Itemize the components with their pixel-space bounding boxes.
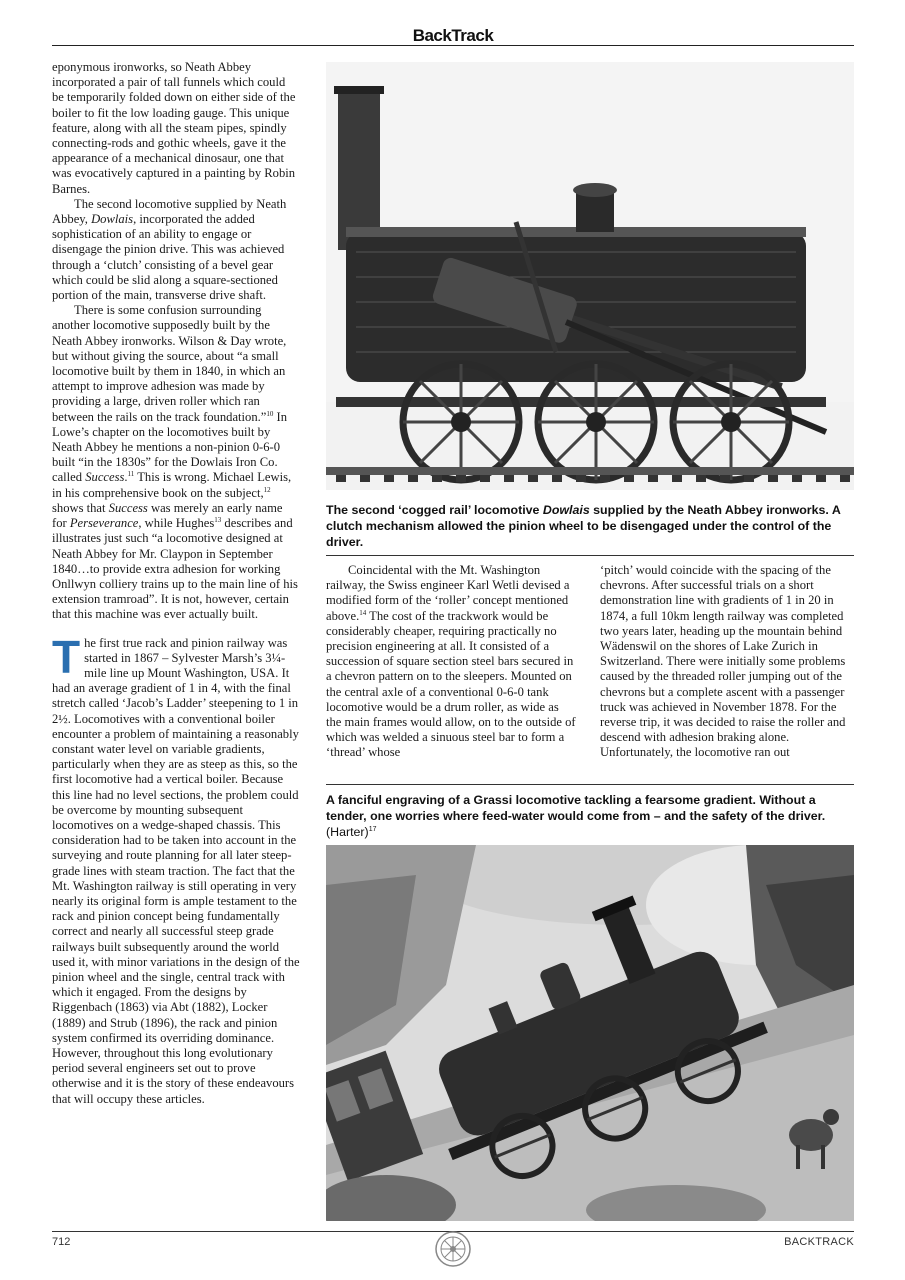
grassi-locomotive-engraving xyxy=(326,845,854,1221)
dowlais-locomotive-engraving xyxy=(326,62,854,490)
caption-rule xyxy=(326,784,854,785)
paragraph: Coincidental with the Mt. Washington railway, the Swiss engineer Karl Wetli devised a modified form of the ‘roller’ concept mentioned above.$^{14}$ The cost of the trackwork would be considerably cheaper, requiring practically no precision engineering at all. It consisted of a succession of square section steel bars secured in a chevron pattern on to the sleepers. Mounted on the central axle of a conventional 0-6-0 tank locomotive would be a drum roller, as wide as the main frames would allow, on to the outside of which was welded a sinuous steel bar to form a ‘thread’ whose xyxy=(326,563,576,760)
paragraph: There is some confusion surrounding another locomotive supposedly built by the Neath Abbey ironworks. Wilson & Day wrote, but without giving the source, about “a small locomotive built by them in 1840, in which an attempt to improve adhesion was made by providing a large, driven roller which ran between the rails on the track foundation.”$^{10}$ In Lowe’s chapter on the locomotives built by Neath Abbey he mentions a non-pinion 0-6-0 built “in the 1830s” for the Dowlais Iron Co. called Success.$^{11}$ This is wrong. Michael Lewis, in his comprehensive book on the subject,$^{12}$ shows that Success was merely an early name for Perseverance, while Hughes$^{13}$ describes and illustrates just such “a locomotive designed at Neath Abbey for Mr. Claypon in September 1840…to provide extra adhesion for working Onllwyn colliery trains up to the main line of his extension tramroad”. It is not, however, certain that this machine was ever actually built. xyxy=(52,303,298,622)
masthead-title: BackTrack xyxy=(412,26,494,45)
page-number: 712 xyxy=(52,1236,71,1248)
middle-column xyxy=(326,563,576,761)
photo-caption: The second ‘cogged rail’ locomotive Dowlais supplied by the Neath Abbey ironworks. A clutch mechanism allowed the pinion wheel to be disengaged under the control of the driver. xyxy=(326,503,841,549)
wheel-logo-icon xyxy=(434,1230,472,1268)
paragraph: eponymous ironworks, so Neath Abbey incorporated a pair of tall funnels which could be temporarily folded down on either side of the boiler to fit the low loading gauge. This unique feature, along with all the steam pipes, spindly connecting-rods and gothic wheels, gave it the appearance of a mechanical dinosaur, one that was evocatively captured in a painting by Robin Barnes. xyxy=(52,60,296,196)
right-column xyxy=(600,563,854,761)
paragraph: The second locomotive supplied by Neath Abbey, Dowlais, incorporated the added sophistication of an ability to engage or disengage the pinion drive. This was achieved through a ‘clutch’ consisting of a bevel gear which could be slid along a square-sectioned portion of the main, transverse drive shaft. xyxy=(52,196,287,303)
header-rule xyxy=(52,45,854,46)
left-column xyxy=(52,60,300,1107)
paragraph: The first true rack and pinion railway was started in 1867 – Sylvester Marsh’s 3¼-mile line up Mount Washington, USA. It had an average gradient of 1 in 4, with the final stretch called ‘Jacob’s Ladder’ steepening to 1 in 2½. Locomotives with a conventional boiler encounter a problem of maintaining a reasonably constant water level on variable gradients, particularly when they are as steep as this, so the first locomotive had a vertical boiler. Because this line had no level sections, the problem could be overcome by mounting subsequent locomotives on a wedge-shaped chassis. This consideration had to be taken into account in the surveying and route planning for all later steep-grade lines with steam traction. The fact that the Mt. Washington railway is still operating in very nearly its original form is ample testament to the rack and pinion concept being fundamentally correct and nearly all successful steep grade railways built subsequently around the world used it, with minor variations in the design of the pinion wheel and the single, central track with which it engaged. From the designs by Riggenbach (1863) via Abt (1882), Locker (1889) and Strub (1896), the rack and pinion system confirmed its overriding dominance. However, throughout this long evolutionary period several engineers set out to prove otherwise and it is the story of these endeavours that will occupy these articles. xyxy=(52,630,300,1106)
photo-caption: A fanciful engraving of a Grassi locomotive tackling a fearsome gradient. Without a tender, one worries where feed-water would come from – and the safety of the driver. (Harter)$^{17}$ xyxy=(326,793,826,839)
publication-name: BACKTRACK xyxy=(784,1236,854,1248)
caption-rule xyxy=(326,555,854,556)
drop-cap: T xyxy=(52,630,81,683)
paragraph: ‘pitch’ would coincide with the spacing of the chevrons. After successful trials on a short demonstration line with gradients of 1 in 20 in 1874, a full 10km length railway was completed two years later, heading up the mountain behind Wädenswil on the shores of Lake Zurich in Switzerland. There were initially some problems caused by the threaded roller jumping out of the chevrons but a complete ascent with a passenger truck was achieved in November 1878. For the reverse trip, it was decided to raise the roller and descend with adhesion braking alone. Unfortunately, the locomotive ran out xyxy=(600,563,846,760)
